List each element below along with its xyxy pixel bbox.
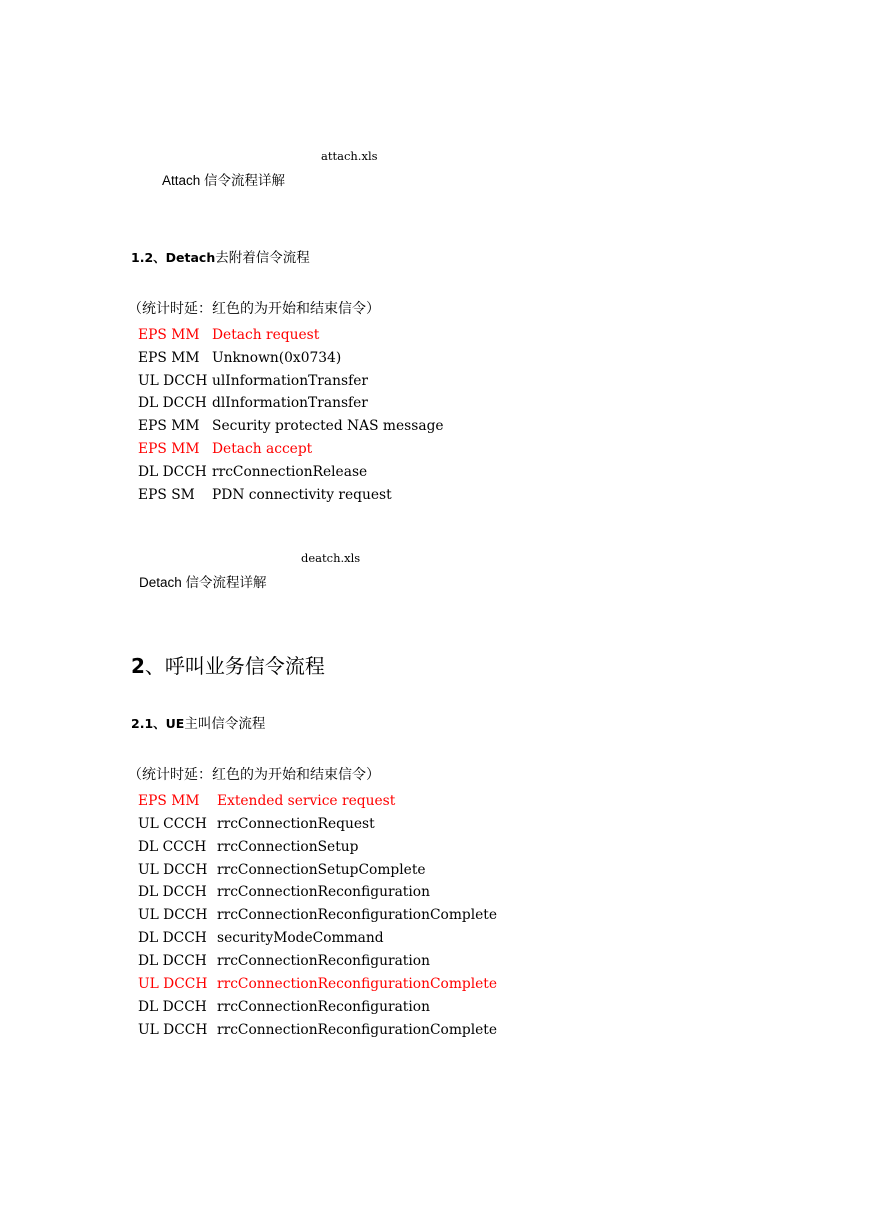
- message-name: rrcConnectionReconfiguration: [217, 884, 430, 901]
- message-name: rrcConnectionSetup: [217, 838, 359, 855]
- message-name: rrcConnectionReconfigurationComplete: [217, 1021, 498, 1038]
- message-name: dlInformationTransfer: [212, 395, 368, 412]
- message-name: PDN connectivity request: [212, 486, 392, 503]
- section-1-2-heading: [131, 246, 310, 266]
- message-name: rrcConnectionReconfiguration: [217, 952, 430, 969]
- message-channel: DL DCCH: [138, 952, 207, 969]
- message-channel: EPS MM: [138, 327, 200, 343]
- message-name: rrcConnectionReconfiguration: [217, 998, 430, 1015]
- message-channel: DL DCCH: [138, 884, 207, 901]
- message-name: Detach accept: [212, 441, 313, 457]
- message-name: Detach request: [212, 327, 320, 343]
- section-2-1-heading: [131, 712, 265, 732]
- message-channel: DL DCCH: [138, 930, 207, 947]
- message-name: rrcConnectionReconfigurationComplete: [217, 907, 498, 924]
- section-2-1-title: 主叫信令流程: [184, 716, 266, 731]
- message-channel: EPS SM: [138, 486, 195, 503]
- message-channel: EPS MM: [138, 349, 200, 366]
- message-channel: EPS MM: [138, 793, 200, 809]
- section-2-heading: [131, 650, 325, 679]
- message-name: rrcConnectionRelease: [212, 463, 368, 480]
- message-name: rrcConnectionSetupComplete: [217, 861, 426, 878]
- detach-file-caption: Detach 信令流程详解: [139, 575, 267, 590]
- message-channel: UL DCCH: [138, 1021, 208, 1038]
- section-1-2-title: 去附着信令流程: [215, 250, 310, 265]
- message-channel: EPS MM: [138, 418, 200, 435]
- message-name: rrcConnectionReconfigurationComplete: [217, 975, 498, 992]
- detach-file-name[interactable]: deatch.xls: [301, 551, 361, 565]
- message-channel: EPS MM: [138, 441, 200, 457]
- message-channel: DL DCCH: [138, 395, 207, 412]
- message-name: rrcConnectionRequest: [217, 815, 375, 832]
- message-name: ulInformationTransfer: [212, 372, 368, 389]
- message-channel: DL DCCH: [138, 998, 207, 1015]
- section-2-1-number: 2.1、UE: [131, 716, 185, 731]
- message-channel: UL DCCH: [138, 372, 208, 389]
- message-name: securityModeCommand: [217, 930, 384, 947]
- section-1-2-note: （统计时延：红色的为开始和结束信令）: [128, 301, 380, 317]
- message-name: Extended service request: [217, 793, 396, 809]
- message-name: Unknown(0x0734): [212, 349, 342, 366]
- message-channel: UL DCCH: [138, 907, 208, 924]
- attach-file-caption: Attach 信令流程详解: [162, 173, 286, 188]
- section-1-2-number: 1.2、Detach: [131, 250, 216, 265]
- attach-file-name[interactable]: attach.xls: [321, 149, 378, 163]
- section-2-number: 2: [131, 654, 145, 678]
- message-name: Security protected NAS message: [212, 418, 444, 435]
- message-channel: UL DCCH: [138, 861, 208, 878]
- message-channel: UL CCCH: [138, 815, 207, 832]
- message-channel: DL CCCH: [138, 838, 207, 855]
- section-2-title: 、呼叫业务信令流程: [144, 656, 325, 678]
- section-2-1-note: （统计时延：红色的为开始和结束信令）: [128, 767, 380, 783]
- message-channel: DL DCCH: [138, 463, 207, 480]
- message-channel: UL DCCH: [138, 975, 208, 992]
